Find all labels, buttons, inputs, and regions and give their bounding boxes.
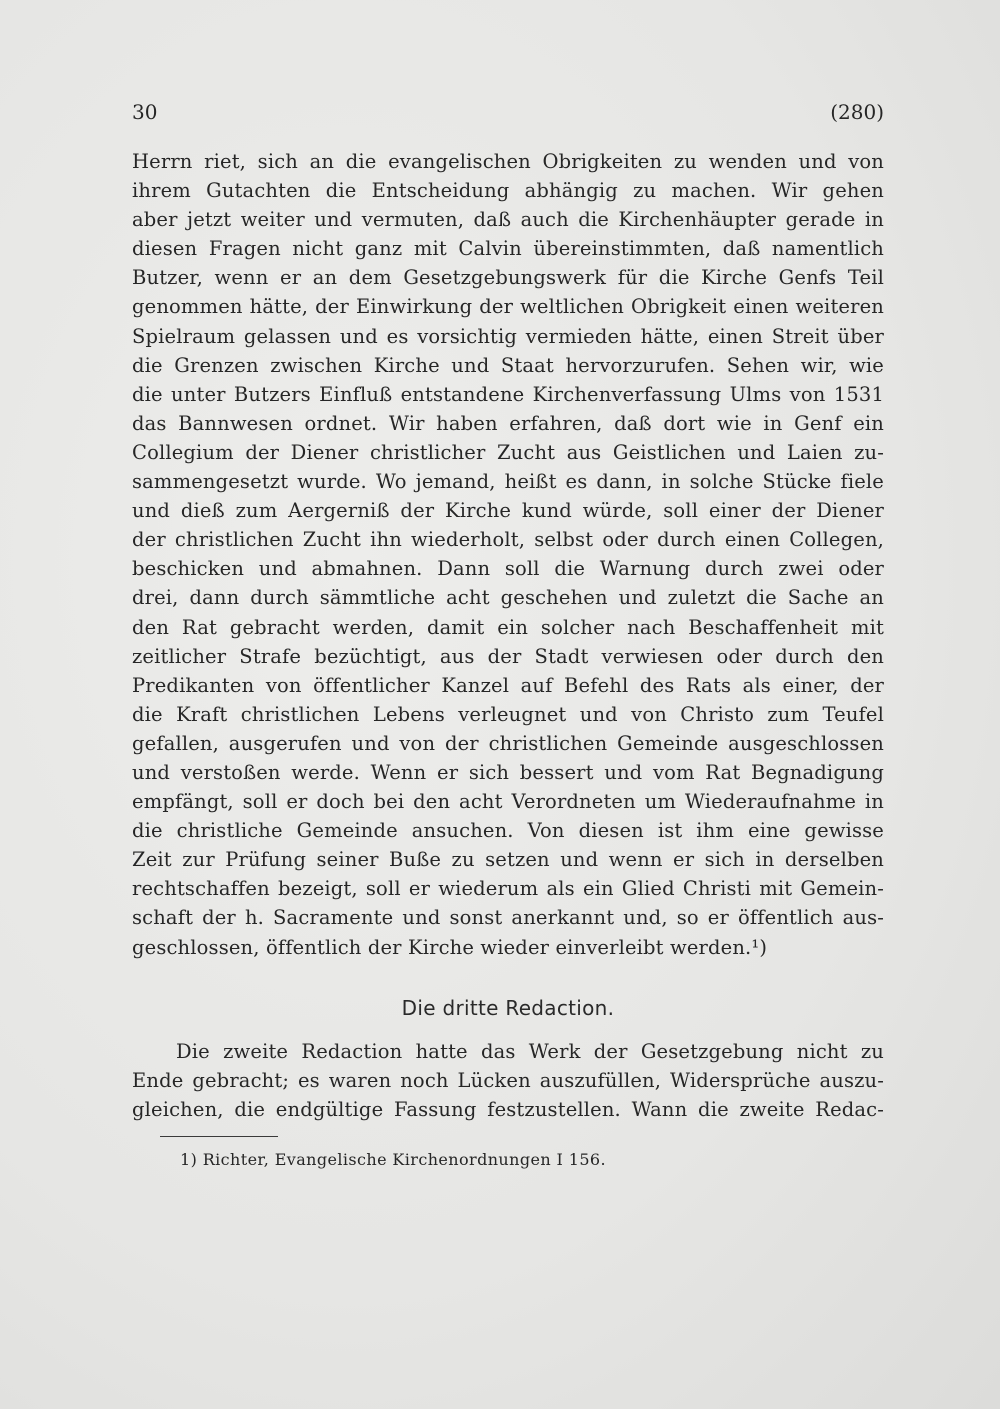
text-line: rechtschaffen bezeigt, soll er wiederum als ein Glied Christi mit Gemein- [132, 877, 884, 901]
text-line: die christliche Gemeinde ansuchen. Von diesen ist ihm eine gewisse [132, 819, 884, 843]
text-line: aber jetzt weiter und vermuten, daß auch die Kirchenhäupter gerade in [132, 208, 884, 232]
text-line: zeitlicher Strafe bezüchtigt, aus der Stadt verwiesen oder durch den [132, 644, 884, 668]
footnote: 1) Richter, Evangelische Kirchenordnungen I 156. [180, 1150, 606, 1169]
text-line: geschlossen, öffentlich der Kirche wieder einverleibt werden.¹) [132, 935, 768, 959]
text-line: empfängt, soll er doch bei den acht Verordneten um Wiederaufnahme in [132, 790, 884, 814]
text-line: Herrn riet, sich an die evangelischen Obrigkeiten zu wenden und von [132, 150, 884, 173]
text-line: das Bannwesen ordnet. Wir haben erfahren, daß dort wie in Genf ein [132, 411, 884, 435]
text-line: Ende gebracht; es waren noch Lücken auszufüllen, Widersprüche auszu- [132, 1069, 884, 1093]
text-line: diesen Fragen nicht ganz mit Calvin übereinstimmten, daß namentlich [132, 237, 884, 261]
footnote-divider [160, 1136, 278, 1137]
text-line: Zeit zur Prüfung seiner Buße zu setzen und wenn er sich in derselben [132, 848, 884, 872]
section-heading: Die dritte Redaction. [401, 996, 615, 1020]
text-line: den Rat gebracht werden, damit ein solcher nach Beschaffenheit mit [132, 615, 884, 639]
text-line: die Kraft christlichen Lebens verleugnet und von Christo zum Teufel [132, 702, 884, 726]
text-line: beschicken und abmahnen. Dann soll die Warnung durch zwei oder [132, 557, 884, 581]
text-line: Butzer, wenn er an dem Gesetzgebungswerk für die Kirche Genfs Teil [132, 266, 884, 290]
text-line: gleichen, die endgültige Fassung festzustellen. Wann die zweite Redac- [132, 1098, 884, 1122]
text-line: drei, dann durch sämmtliche acht geschehen und zuletzt die Sache an [132, 586, 884, 610]
running-header [132, 100, 884, 130]
text-line: Spielraum gelassen und es vorsichtig vermieden hätte, einen Streit über [132, 324, 884, 348]
text-line: ihrem Gutachten die Entscheidung abhängig zu machen. Wir gehen [132, 179, 884, 203]
text-line: Predikanten von öffentlicher Kanzel auf Befehl des Rats als einer, der [132, 673, 884, 697]
folio-number: (280) [830, 100, 884, 124]
text-line: genommen hätte, der Einwirkung der weltlichen Obrigkeit einen weiteren [132, 295, 884, 319]
text-line: Collegium der Diener christlicher Zucht aus Geistlichen und Laien zu- [132, 440, 884, 464]
text-line: die unter Butzers Einfluß entstandene Kirchenverfassung Ulms von 1531 [132, 382, 884, 406]
text-line: und verstoßen werde. Wenn er sich bessert und vom Rat Begnadigung [132, 760, 884, 784]
text-line: gefallen, ausgerufen und von der christlichen Gemeinde ausgeschlossen [132, 731, 884, 755]
body-paragraph [132, 147, 884, 962]
text-line: schaft der h. Sacramente und sonst anerkannt und, so er öffentlich aus- [132, 906, 884, 930]
text-line: die Grenzen zwischen Kirche und Staat hervorzurufen. Sehen wir, wie [132, 353, 884, 377]
text-line: sammengesetzt wurde. Wo jemand, heißt es dann, in solche Stücke fiele [132, 470, 884, 494]
section-paragraph [132, 1037, 884, 1124]
text-line: der christlichen Zucht ihn wiederholt, selbst oder durch einen Collegen, [132, 528, 884, 552]
text-line: und dieß zum Aergerniß der Kirche kund würde, soll einer der Diener [132, 499, 884, 523]
page-number: 30 [132, 100, 158, 124]
text-line: Die zweite Redaction hatte das Werk der Gesetzgebung nicht zu [176, 1040, 884, 1063]
